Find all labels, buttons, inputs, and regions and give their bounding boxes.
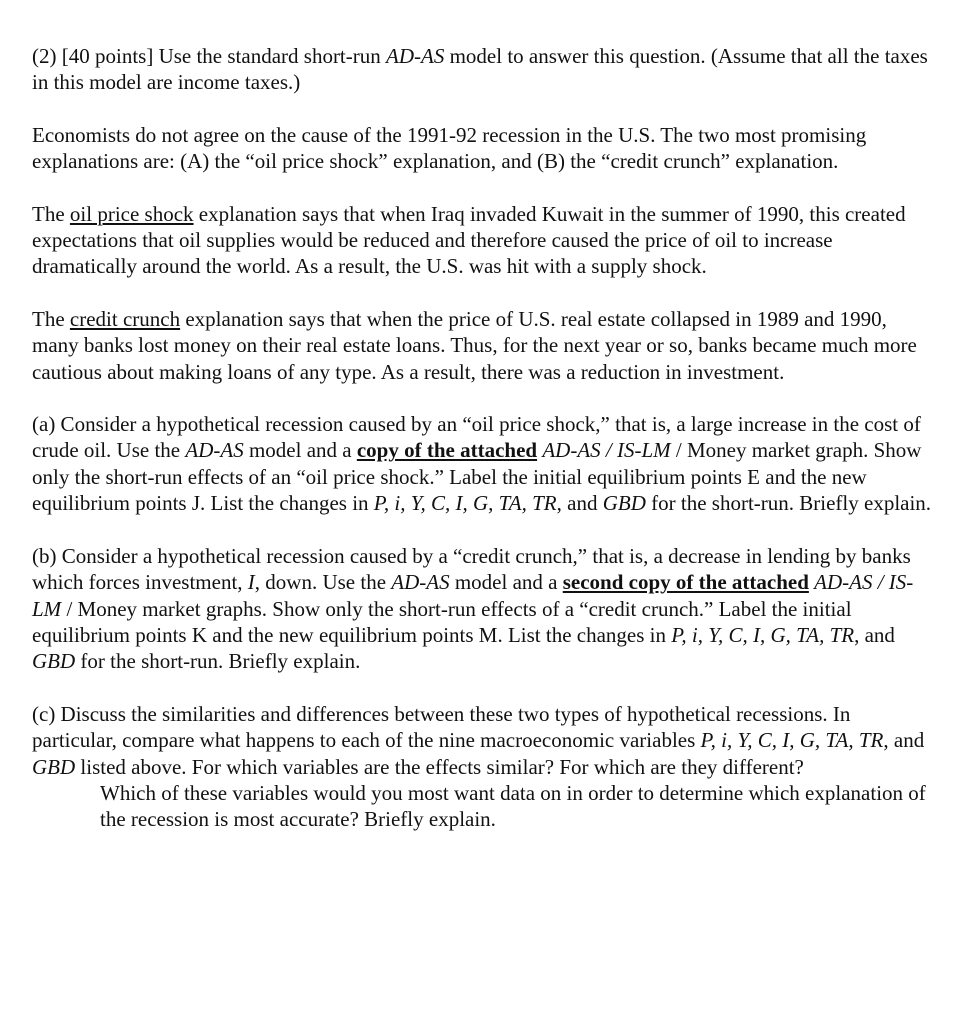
part-a-text-6: , and	[556, 491, 603, 516]
header-suffix: model to answer this question. (Assume that all the taxes in this model are income taxes.)	[32, 44, 928, 95]
spacer	[32, 385, 932, 411]
spacer	[32, 96, 932, 122]
credit-pre: The	[32, 306, 70, 331]
oil-price-shock-paragraph	[32, 201, 932, 280]
part-b-text-5: / Money market graphs. Show only the short-run effects of a “credit crunch.” Label the initial equilibrium points K and the new equilibrium points M. List the changes in	[32, 596, 852, 647]
part-b-text-3: model and a	[449, 570, 563, 595]
part-a-model-2: AD-AS / IS-LM	[542, 438, 671, 463]
part-b-model-2: AD-AS / IS-LM	[32, 570, 914, 621]
intro-paragraph: Economists do not agree on the cause of the 1991-92 recession in the U.S. The two most promising explanations are: (A) the “oil price shock” explanation, and (B) the “credit crunch” explanation.	[32, 122, 867, 174]
part-a-variables-1: P, i, Y, C, I, G, TA,	[373, 491, 527, 516]
spacer	[32, 175, 932, 201]
credit-crunch-paragraph	[32, 306, 932, 385]
part-a-copy-emphasis: copy of the attached	[356, 438, 538, 463]
part-b-paragraph	[32, 543, 932, 675]
part-c-variables-1: P, i, Y, C, I, G,	[700, 728, 821, 753]
part-b-gbd-var: GBD	[32, 649, 76, 674]
part-b-variables: P, i, Y, C, I, G, TA, TR	[671, 622, 855, 647]
part-c-text-4: listed above. For which variables are the effects similar? For which are they different?	[75, 754, 804, 779]
part-a-paragraph	[32, 411, 932, 517]
document-page	[32, 43, 932, 833]
part-b-text-2: , down. Use the	[254, 570, 392, 595]
spacer	[32, 517, 932, 543]
part-b-text-1: (b) Consider a hypothetical recession caused by a “credit crunch,” that is, a decrease in lending by banks which forces investment,	[32, 543, 911, 595]
part-c-variables-2: TA, TR	[825, 728, 884, 753]
oil-pre: The	[32, 201, 70, 226]
header-model: AD-AS	[386, 44, 445, 68]
part-b-text-7: for the short-run. Briefly explain.	[75, 649, 361, 674]
part-b-model-1: AD-AS	[391, 570, 450, 595]
credit-post: explanation says that when the price of U.S. real estate collapsed in 1989 and 1990, many banks lost money on their real estate loans. Thus, for the next year or so, banks became much more cautious about making loans of any type. As a result, there was a reduction in investment.	[32, 306, 917, 384]
part-c-text-1: (c) Discuss the similarities and differences between these two types of hypothetical recessions. In particular, compare what happens to each of the nine macroeconomic variables	[32, 701, 851, 753]
part-a-text-7: for the short-run. Briefly explain.	[645, 491, 932, 516]
part-c-followup: Which of these variables would you most want data on in order to determine which explanation of the recession is most accurate? Briefly explain.	[100, 780, 926, 832]
oil-price-shock-term: oil price shock	[69, 201, 194, 226]
part-a-text-1: (a) Consider a hypothetical recession caused by an “oil price shock,” that is, a large increase in the cost of crude oil. Use the	[32, 412, 921, 463]
oil-post: explanation says that when Iraq invaded Kuwait in the summer of 1990, this created expectations that oil supplies would be reduced and therefore caused the price of oil to increase dramatically around the world. As a result, the U.S. was hit with a supply shock.	[32, 201, 906, 279]
credit-crunch-term: credit crunch	[69, 306, 181, 331]
spacer	[32, 675, 932, 701]
part-a-model-1: AD-AS	[185, 438, 244, 463]
part-a-variables-3: GBD	[602, 491, 646, 516]
spacer	[32, 280, 932, 306]
part-c-paragraph	[32, 701, 932, 780]
part-c-variables-3: GBD	[32, 754, 76, 779]
part-b-investment-var: I	[247, 570, 255, 595]
part-a-text-2: model and a	[243, 438, 357, 463]
header-prefix: (2) [40 points] Use the standard short-run	[32, 44, 387, 68]
part-c-text-3: , and	[883, 728, 925, 753]
part-a-text-4: / Money market graph. Show only the short-run effects of an “oil price shock.” Label the initial equilibrium points E and the new equilibrium points J. List the changes in	[32, 438, 922, 516]
part-b-copy-emphasis: second copy of the attached	[562, 570, 809, 595]
part-a-variables-2: TR	[532, 491, 557, 516]
question-header	[32, 43, 932, 96]
part-b-text-6: , and	[854, 622, 895, 647]
